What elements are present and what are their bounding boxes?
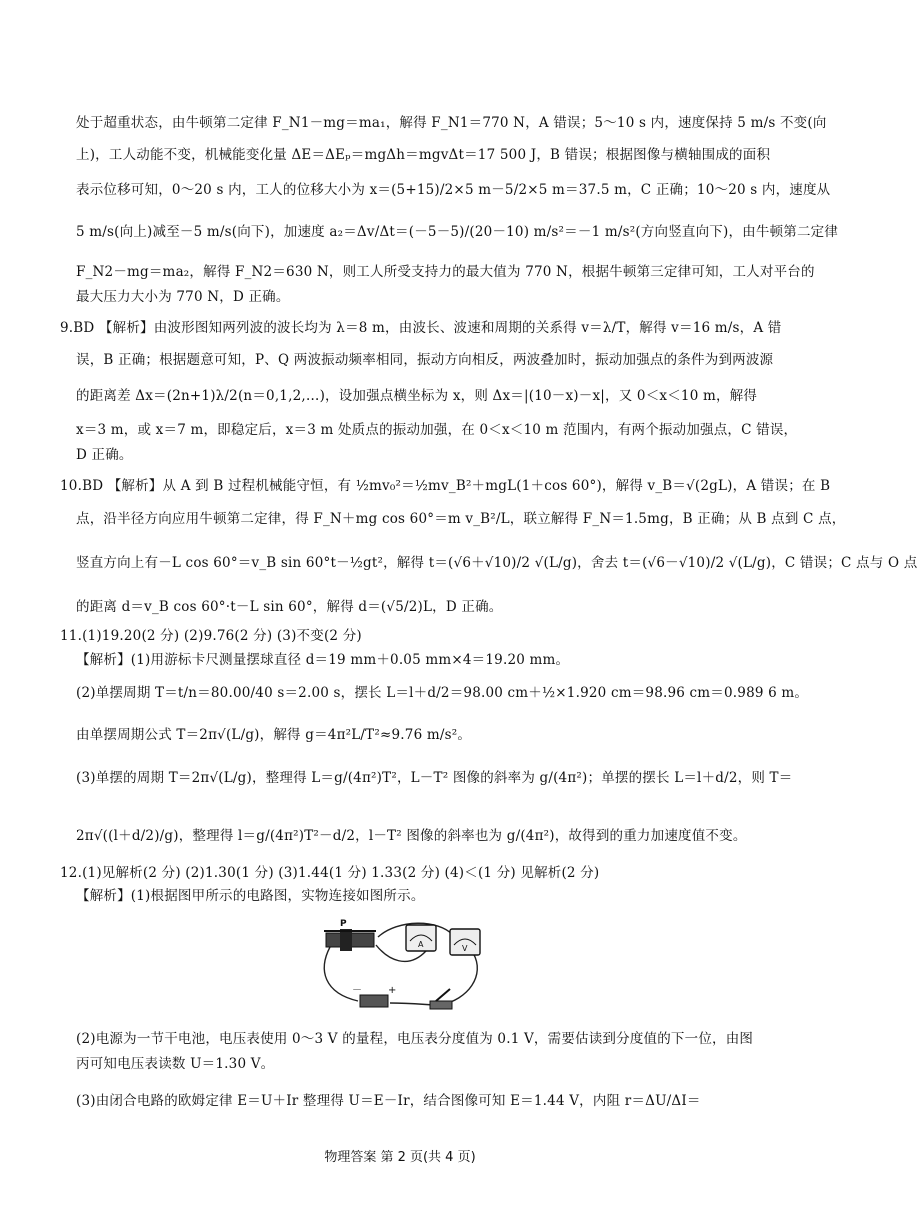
battery-negative-label: － <box>352 985 362 996</box>
question-11-line: 11.(1)19.20(2 分) (2)9.76(2 分) (3)不变(2 分) <box>60 628 362 644</box>
text-line: 点，沿半径方向应用牛顿第二定律，得 F_N＋mg cos 60°＝m v_B²/L，联立解得 F_N＝1.5mg，B 正确；从 B 点到 C 点， <box>76 511 846 527</box>
text-line: 处于超重状态，由牛顿第二定律 F_N1－mg＝ma₁，解得 F_N1＝770 N，A 错误；5～10 s 内，速度保持 5 m/s 不变(向 <box>76 115 827 131</box>
text-line: (3)由闭合电路的欧姆定律 E＝U＋Ir 整理得 U＝E－Ir，结合图像可知 E＝1.44 V，内阻 r＝ΔU/ΔI＝ <box>76 1093 701 1109</box>
text-line: 2π√((l＋d/2)/g)，整理得 l＝g/(4π²)T²－d/2，l－T² 图像的斜率也为 g/(4π²)，故得到的重力加速度值不变。 <box>76 828 747 844</box>
voltmeter-label: V <box>462 944 468 953</box>
text-line: x＝3 m，或 x＝7 m，即稳定后，x＝3 m 处质点的振动加强，在 0＜x＜10 m 范围内，有两个振动加强点，C 错误， <box>76 422 798 438</box>
text-line: 5 m/s(向上)减至－5 m/s(向下)，加速度 a₂＝Δv/Δt＝(－5－5)/(20－10) m/s²＝－1 m/s²(方向竖直向下)，由牛顿第二定律 <box>76 224 839 240</box>
question-10-line: 10.BD 【解析】从 A 到 B 过程机械能守恒，有 ½mv₀²＝½mv_B²＋mgL(1＋cos 60°)，解得 v_B＝√(2gL)，A 错误；在 B <box>60 478 831 494</box>
text-line: 的距离 d＝v_B cos 60°·t－L sin 60°，解得 d＝(√5/2)L，D 正确。 <box>76 599 503 615</box>
ammeter-icon <box>406 925 436 951</box>
text-line: (2)电源为一节干电池，电压表使用 0～3 V 的量程，电压表分度值为 0.1 V，需要估读到分度值的下一位，由图 <box>76 1031 754 1047</box>
text-line: 【解析】(1)根据图甲所示的电路图，实物连接如图所示。 <box>76 888 425 904</box>
ammeter-label: A <box>418 940 424 949</box>
text-line: D 正确。 <box>76 447 133 463</box>
text-line: 丙可知电压表读数 U＝1.30 V。 <box>76 1056 275 1072</box>
battery-positive-label: + <box>388 985 397 996</box>
battery-icon <box>352 985 396 1007</box>
text-line: 的距离差 Δx＝(2n+1)λ/2(n＝0,1,2,…)，设加强点横坐标为 x，则 Δx＝|(10－x)－x|，又 0＜x＜10 m，解得 <box>76 388 758 404</box>
voltmeter-icon <box>450 929 480 955</box>
text-line: 上)，工人动能不变，机械能变化量 ΔE＝ΔEₚ＝mgΔh＝mgvΔt＝17 500 J，B 错误；根据图像与横轴围成的面积 <box>76 147 771 163</box>
page-footer: 物理答案 第 2 页(共 4 页) <box>324 1150 476 1165</box>
text-line: 表示位移可知，0～20 s 内，工人的位移大小为 x＝(5+15)/2×5 m－5/2×5 m＝37.5 m，C 正确；10～20 s 内，速度从 <box>76 182 831 198</box>
rheostat-label: P <box>340 919 347 929</box>
switch-icon <box>430 989 452 1009</box>
text-line: F_N2－mg＝ma₂，解得 F_N2＝630 N，则工人所受支持力的最大值为 770 N，根据牛顿第三定律可知，工人对平台的 <box>76 264 815 280</box>
circuit-diagram <box>318 915 482 1015</box>
text-line: 竖直方向上有－L cos 60°＝v_B sin 60°t－½gt²，解得 t＝(√6＋√10)/2 √(L/g)，舍去 t＝(√6－√10)/2 √(L/g)，C 错误；C 点与 O 点 <box>76 555 917 571</box>
text-line: 【解析】(1)用游标卡尺测量摆球直径 d＝19 mm＋0.05 mm×4＝19.20 mm。 <box>76 652 570 668</box>
text-line: 误，B 正确；根据题意可知，P、Q 两波振动频率相同，振动方向相反，两波叠加时，振动加强点的条件为到两波源 <box>76 352 774 368</box>
text-line: 最大压力大小为 770 N，D 正确。 <box>76 289 290 305</box>
text-line: (2)单摆周期 T＝t/n＝80.00/40 s＝2.00 s，摆长 L＝l＋d/2＝98.00 cm＋½×1.920 cm＝98.96 cm＝0.989 6 m。 <box>76 685 809 701</box>
rheostat-icon <box>324 919 376 951</box>
question-9-line: 9.BD 【解析】由波形图知两列波的波长均为 λ＝8 m，由波长、波速和周期的关系得 v＝λ/T，解得 v＝16 m/s，A 错 <box>60 320 782 336</box>
text-line: 由单摆周期公式 T＝2π√(L/g)，解得 g＝4π²L/T²≈9.76 m/s²。 <box>76 727 472 743</box>
question-12-line: 12.(1)见解析(2 分) (2)1.30(1 分) (3)1.44(1 分) 1.33(2 分) (4)＜(1 分) 见解析(2 分) <box>60 865 600 881</box>
text-line: (3)单摆的周期 T＝2π√(L/g)，整理得 L＝g/(4π²)T²，L－T² 图像的斜率为 g/(4π²)；单摆的摆长 L＝l＋d/2，则 T＝ <box>76 770 793 786</box>
